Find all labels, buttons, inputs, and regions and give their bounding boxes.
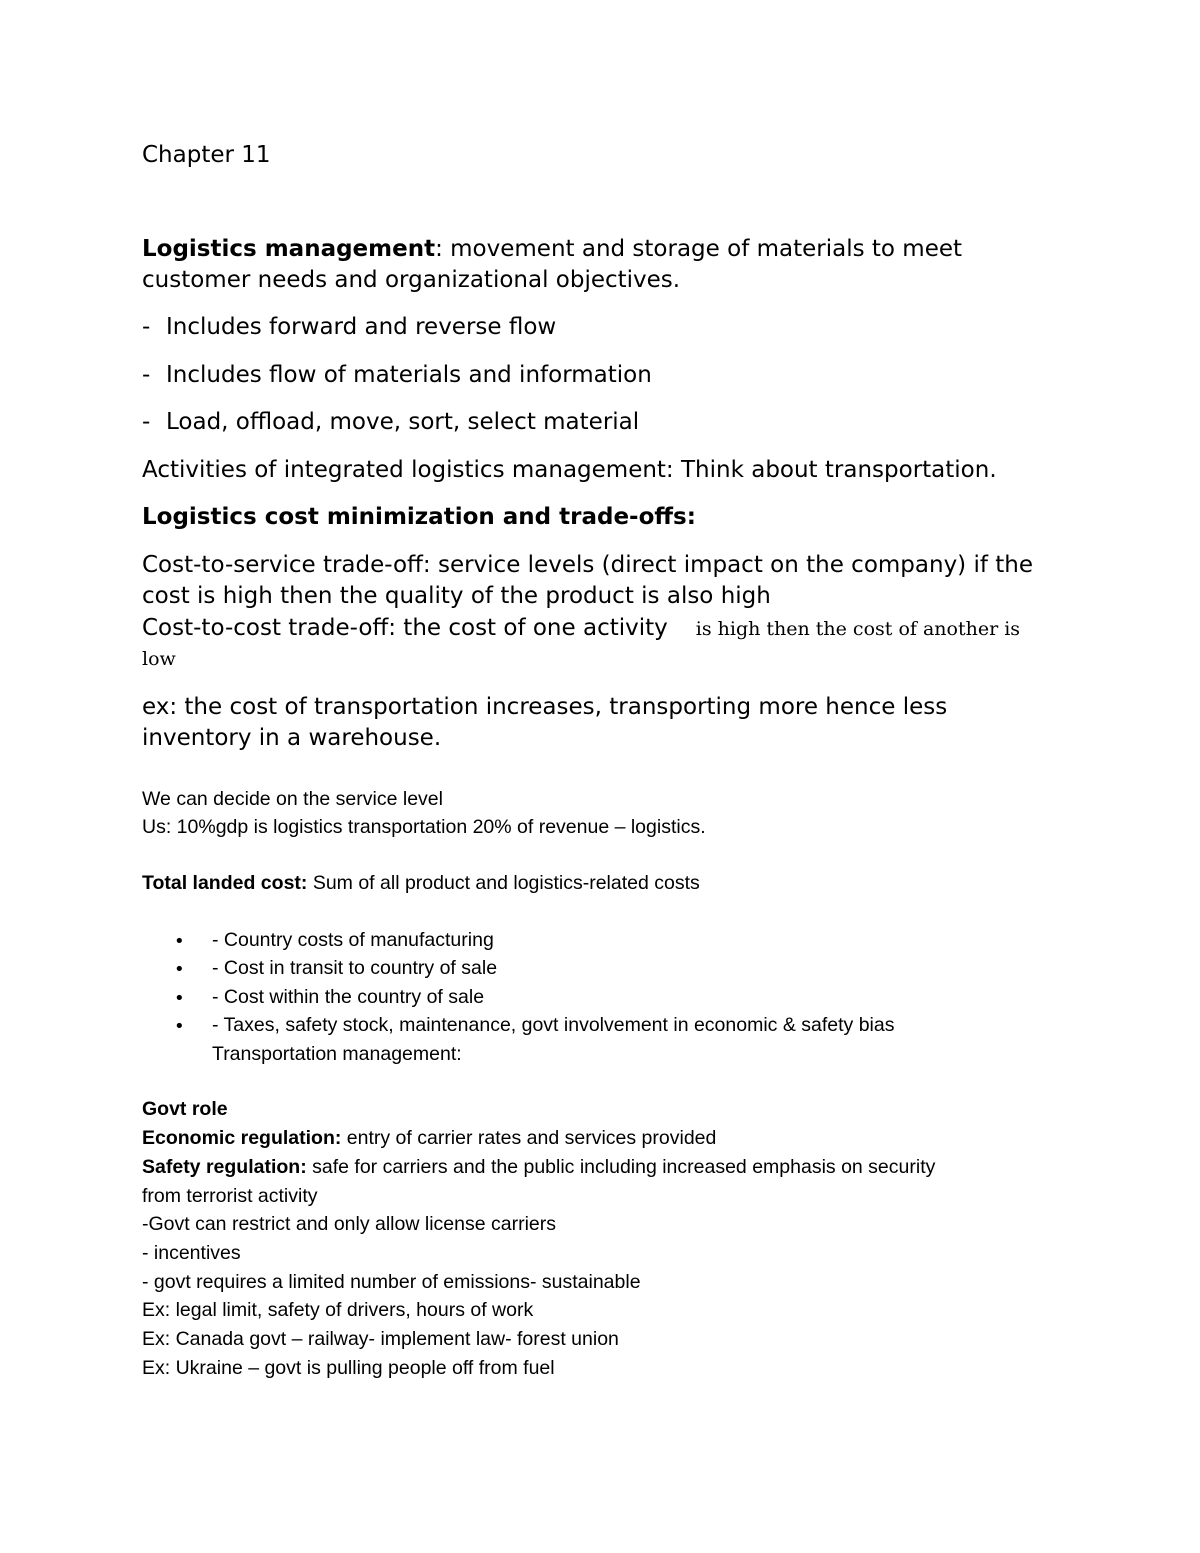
us-logistics-note: Us: 10%gdp is logistics transportation 20% of revenue – logistics. <box>142 816 706 838</box>
cost-to-service-line-1: Cost-to-service trade-off: service levels (direct impact on the company) if the <box>142 552 1034 578</box>
logistics-point: - Includes flow of materials and information <box>142 362 652 388</box>
logistics-point: - Includes forward and reverse flow <box>142 314 557 340</box>
govt-note: Ex: legal limit, safety of drivers, hours of work <box>142 1299 534 1321</box>
transportation-management-label: Transportation management: <box>212 1043 462 1065</box>
activities-line: Activities of integrated logistics management: Think about transportation. <box>142 457 997 483</box>
landed-cost-item: - Cost in transit to country of sale <box>212 957 498 979</box>
logistics-definition-line-2: customer needs and organizational objectives. <box>142 267 681 293</box>
govt-note: Ex: Canada govt – railway- implement law- forest union <box>142 1328 619 1350</box>
govt-note: - incentives <box>142 1242 241 1264</box>
cost-to-cost-line-1: Cost-to-cost trade-off: the cost of one activity is high then the cost of another is <box>142 615 1021 641</box>
landed-cost-item: - Country costs of manufacturing <box>212 929 494 951</box>
logistics-point: - Load, offload, move, sort, select material <box>142 409 640 435</box>
landed-cost-item: - Taxes, safety stock, maintenance, govt involvement in economic & safety bias <box>212 1014 895 1036</box>
chapter-title: Chapter 11 <box>142 142 271 168</box>
govt-note: Ex: Ukraine – govt is pulling people off from fuel <box>142 1357 555 1379</box>
govt-note: - govt requires a limited number of emissions- sustainable <box>142 1271 641 1293</box>
total-landed-cost: Total landed cost: Sum of all product and logistics-related costs <box>142 872 700 894</box>
landed-cost-item: - Cost within the country of sale <box>212 986 485 1008</box>
bullet-icon: • <box>174 988 185 1009</box>
service-level-note: We can decide on the service level <box>142 788 443 810</box>
safety-regulation-line-2: from terrorist activity <box>142 1185 318 1207</box>
cost-to-cost-line-2: low <box>142 648 176 670</box>
govt-note: -Govt can restrict and only allow license carriers <box>142 1213 556 1235</box>
safety-regulation-line-1: Safety regulation: safe for carriers and the public including increased emphasis on security <box>142 1156 936 1178</box>
logistics-term: Logistics management <box>142 236 436 262</box>
tradeoffs-heading: Logistics cost minimization and trade-offs: <box>142 504 696 530</box>
total-landed-term: Total landed cost: <box>142 872 308 894</box>
cost-to-service-line-2: cost is high then the quality of the product is also high <box>142 583 771 609</box>
example-transport-line-2: inventory in a warehouse. <box>142 725 442 751</box>
bullet-icon: • <box>174 959 185 980</box>
bullet-icon: • <box>174 931 185 952</box>
bullet-icon: • <box>174 1016 185 1037</box>
economic-regulation-term: Economic regulation: <box>142 1127 342 1149</box>
govt-role-heading: Govt role <box>142 1098 228 1120</box>
logistics-definition-line-1: Logistics management: movement and storage of materials to meet <box>142 236 963 262</box>
economic-regulation: Economic regulation: entry of carrier rates and services provided <box>142 1127 717 1149</box>
example-transport-line-1: ex: the cost of transportation increases, transporting more hence less <box>142 694 948 720</box>
safety-regulation-term: Safety regulation: <box>142 1156 307 1178</box>
